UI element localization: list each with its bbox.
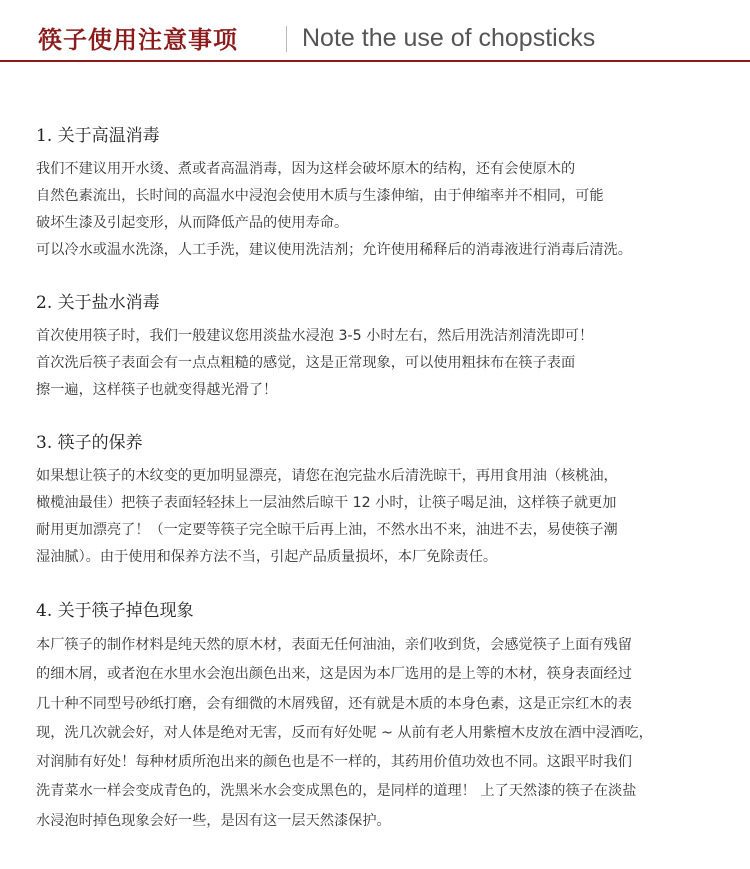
paragraph-line: 可以冷水或温水洗涤，人工手洗，建议使用洗洁剂；允许使用稀释后的消毒液进行消毒后清洗。 — [36, 242, 632, 258]
title-divider — [286, 26, 287, 52]
section-color-fading — [36, 596, 726, 836]
paragraph-line: 几十种不同型号砂纸打磨，会有细微的木屑残留，还有就是木质的本身色素，这是正宗红木的表 — [36, 695, 632, 712]
section-paragraph — [36, 631, 726, 836]
paragraph-line: 如果想让筷子的木纹变的更加明显漂亮，请您在泡完盐水后清洗晾干，再用食用油（核桃油， — [36, 468, 618, 484]
section-paragraph — [36, 323, 726, 404]
section-title: 4. 关于筷子掉色现象 — [36, 601, 194, 621]
section-title: 3. 筷子的保养 — [36, 433, 143, 453]
paragraph-line: 湿油腻）。由于使用和保养方法不当，引起产品质量损坏，本厂免除责任。 — [36, 549, 498, 565]
paragraph-line: 擦一遍，这样筷子也就变得越光滑了！ — [36, 382, 278, 398]
header-underline — [0, 60, 750, 62]
paragraph-line: 耐用更加漂亮了！（一定要等筷子完全晾干后再上油，不然水出不来，油进不去，易使筷子潮 — [36, 522, 618, 538]
paragraph-line: 破坏生漆及引起变形，从而降低产品的使用寿命。 — [36, 215, 349, 231]
paragraph-line: 首次使用筷子时，我们一般建议您用淡盐水浸泡 3-5 小时左右，然后用洗洁剂清洗即可！ — [36, 328, 594, 344]
section-paragraph — [36, 463, 726, 571]
page-title-english: Note the use of chopsticks — [302, 24, 596, 52]
paragraph-line: 首次洗后筷子表面会有一点点粗糙的感觉，这是正常现象，可以使用粗抹布在筷子表面 — [36, 355, 576, 371]
paragraph-line: 对润肺有好处！每种材质所泡出来的颜色也是不一样的，其药用价值功效也不同。这跟平时我们 — [36, 754, 632, 771]
page-header — [0, 0, 750, 62]
paragraph-line: 我们不建议用开水烫、煮或者高温消毒，因为这样会破坏原木的结构，还有会使原木的 — [36, 161, 576, 177]
paragraph-line: 水浸泡时掉色现象会好一些，是因有这一层天然漆保护。 — [36, 812, 391, 829]
section-title: 2. 关于盐水消毒 — [36, 293, 160, 313]
section-salt-water-disinfection — [36, 288, 726, 404]
paragraph-line: 洗青菜水一样会变成青色的，洗黑米水会变成黑色的，是同样的道理！ 上了天然漆的筷子在淡盐 — [36, 783, 637, 800]
section-high-temperature-disinfection — [36, 121, 726, 264]
section-title: 1. 关于高温消毒 — [36, 126, 160, 146]
page-title-chinese: 筷子使用注意事项 — [38, 26, 238, 54]
section-paragraph — [36, 156, 726, 264]
section-chopstick-maintenance — [36, 428, 726, 571]
paragraph-line: 自然色素流出，长时间的高温水中浸泡会使用木质与生漆伸缩，由于伸缩率并不相同，可能 — [36, 188, 604, 204]
paragraph-line: 的细木屑，或者泡在水里水会泡出颜色出来，这是因为本厂选用的是上等的木材，筷身表面经过 — [36, 666, 632, 683]
paragraph-line: 橄榄油最佳）把筷子表面轻轻抹上一层油然后晾干 12 小时，让筷子喝足油，这样筷子就更加 — [36, 495, 617, 511]
paragraph-line: 现，洗几次就会好，对人体是绝对无害，反而有好处呢 ~ 从前有老人用紫檀木皮放在酒中浸酒吃， — [36, 724, 653, 741]
paragraph-line: 本厂筷子的制作材料是纯天然的原木材，表面无任何油油，亲们收到货，会感觉筷子上面有残留 — [36, 637, 632, 653]
